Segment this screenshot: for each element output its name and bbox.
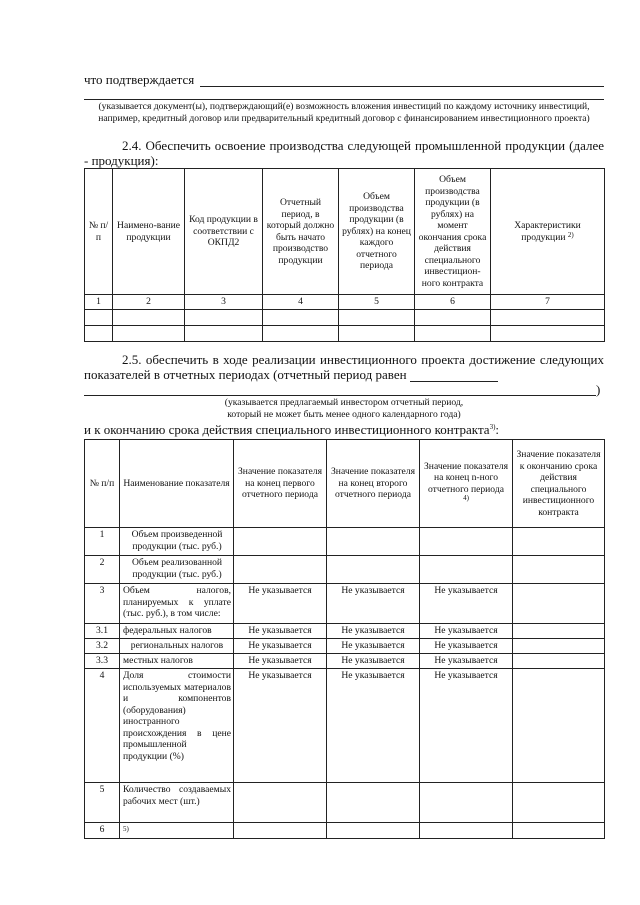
document-note: (указывается документ(ы), подтверждающий(е) возможность вложения инвестиций по каждому источнику инвестиций, например, кредитный договор или предварительный кредитный договор с финансированием инвестиционного проекта)	[98, 101, 590, 124]
value-cell	[513, 624, 605, 639]
section-2-5-body: 2.5. обеспечить в ходе реализации инвестиционного проекта достижение следующих показателей в отчетных периодах (отчетный период равен	[84, 352, 604, 382]
table-row	[85, 528, 605, 556]
header-okpd2-code: Код продукции в соответствии с ОКПД2	[185, 169, 263, 295]
indicator-name: региональных налогов	[120, 639, 234, 654]
value-cell: Не указывается	[327, 624, 420, 639]
header-characteristics-label: Характеристики продукции	[514, 220, 581, 243]
row-number: 5	[85, 783, 120, 823]
value-cell: Не указывается	[420, 654, 513, 669]
empty-cell	[113, 310, 185, 326]
table-row	[85, 823, 605, 839]
period-note-2: который не может быть менее одного календарного года)	[227, 409, 461, 420]
empty-cell	[185, 310, 263, 326]
empty-cell	[185, 326, 263, 342]
period-fill-line-2	[84, 395, 596, 396]
value-cell	[513, 823, 605, 839]
value-cell	[327, 528, 420, 556]
section-2-4-text: 2.4. Обеспечить освоение производства следующей промышленной продукции (далее - продукция):	[84, 138, 604, 168]
header-start-period: Отчетный период, в который должно быть начато производство продукции	[263, 169, 339, 295]
section-2-5-tail-text: и к окончанию срока действия специального инвестиционного контракта	[84, 422, 490, 437]
header-characteristics-sup: 2)	[567, 230, 574, 239]
header-volume-per-period: Объем производства продукции (в рублях) на конец каждого отчетного периода	[339, 169, 415, 295]
table-row	[85, 584, 605, 624]
header-contract-end: Значение показателя к окончанию срока действия специального инвестиционного контракта	[513, 440, 605, 528]
value-cell	[513, 556, 605, 584]
close-paren: )	[596, 382, 601, 397]
table-row	[85, 326, 605, 342]
header-second-period: Значение показателя на конец второго отчетного периода	[327, 440, 420, 528]
col-number: 1	[85, 295, 113, 310]
table-row	[85, 624, 605, 639]
indicator-name: Количество создаваемых рабочих мест (шт.)	[120, 783, 234, 823]
document-blank-line	[84, 99, 604, 100]
empty-cell	[491, 326, 605, 342]
empty-cell	[263, 310, 339, 326]
header-indicator-name: Наименование показателя	[120, 440, 234, 528]
indicator-name: Объем произведенной продукции (тыс. руб.)	[120, 528, 234, 556]
value-cell	[327, 556, 420, 584]
header-num: № п/п	[85, 440, 120, 528]
row-number: 3.3	[85, 654, 120, 669]
col-number: 2	[113, 295, 185, 310]
row-number: 3.2	[85, 639, 120, 654]
col-number: 6	[415, 295, 491, 310]
value-cell	[327, 823, 420, 839]
value-cell	[420, 556, 513, 584]
value-cell	[513, 639, 605, 654]
header-first-period: Значение показателя на конец первого отчетного периода	[234, 440, 327, 528]
col-number: 7	[491, 295, 605, 310]
value-cell: Не указывается	[234, 624, 327, 639]
table-row	[85, 639, 605, 654]
value-cell: Не указывается	[234, 639, 327, 654]
value-cell	[513, 669, 605, 783]
header-characteristics	[491, 169, 605, 295]
tail-colon: :	[495, 422, 500, 437]
indicator-name: Объем налогов, планируемых к уплате (тыс. руб.), в том числе:	[120, 584, 234, 624]
empty-cell	[85, 326, 113, 342]
confirmation-label: что подтверждается	[84, 72, 195, 87]
header-product-name: Наимено-вание продукции	[113, 169, 185, 295]
header-nth-period-sup: 4)	[463, 494, 469, 502]
value-cell	[513, 584, 605, 624]
period-note-1: (указывается предлагаемый инвестором отчетный период,	[224, 397, 464, 408]
value-cell	[513, 654, 605, 669]
empty-cell	[339, 310, 415, 326]
value-cell: Не указывается	[327, 584, 420, 624]
value-cell	[513, 783, 605, 823]
header-volume-contract-end: Объем производства продукции (в рублях) на момент окончания срока действия специального инвестицион-ного контракта	[415, 169, 491, 295]
section-2-5-text	[84, 352, 604, 382]
value-cell	[234, 528, 327, 556]
row-number: 3	[85, 584, 120, 624]
table-row	[85, 654, 605, 669]
value-cell: Не указывается	[420, 584, 513, 624]
empty-cell	[339, 326, 415, 342]
empty-cell	[263, 326, 339, 342]
section-2-5-tail	[84, 422, 604, 437]
indicator-name: Доля стоимости используемых материалов и компонентов (оборудования) иностранного происхождения в цене промышленной продукции (%)	[120, 669, 234, 783]
header-num: № п/п	[85, 169, 113, 295]
products-table	[84, 168, 605, 342]
value-cell: Не указывается	[234, 654, 327, 669]
indicators-table	[84, 439, 605, 839]
value-cell: Не указывается	[327, 654, 420, 669]
row-number: 6	[85, 823, 120, 839]
row-number: 2	[85, 556, 120, 584]
indicator-name-footnote: 5)	[120, 823, 234, 839]
empty-cell	[491, 310, 605, 326]
col-number: 3	[185, 295, 263, 310]
indicator-name: Объем реализованной продукции (тыс. руб.)	[120, 556, 234, 584]
row-number: 1	[85, 528, 120, 556]
indicators-table-header	[85, 440, 605, 528]
value-cell: Не указывается	[420, 624, 513, 639]
row-number: 3.1	[85, 624, 120, 639]
value-cell: Не указывается	[420, 669, 513, 783]
confirmation-line	[84, 72, 604, 88]
value-cell	[420, 528, 513, 556]
products-table-header	[85, 169, 605, 295]
indicator-name: местных налогов	[120, 654, 234, 669]
table-row	[85, 310, 605, 326]
value-cell	[513, 528, 605, 556]
row-number: 4	[85, 669, 120, 783]
col-number: 4	[263, 295, 339, 310]
value-cell: Не указывается	[327, 639, 420, 654]
empty-cell	[113, 326, 185, 342]
empty-cell	[415, 326, 491, 342]
value-cell: Не указывается	[234, 584, 327, 624]
table-row	[85, 669, 605, 783]
value-cell	[327, 783, 420, 823]
table-row	[85, 556, 605, 584]
tail-footnote-sup: 3)	[489, 423, 496, 431]
empty-cell	[415, 310, 491, 326]
value-cell	[420, 823, 513, 839]
header-nth-period-label: Значение показателя на конец n-ного отчетного периода	[424, 460, 508, 495]
value-cell: Не указывается	[234, 669, 327, 783]
indicator-name: федеральных налогов	[120, 624, 234, 639]
col-number: 5	[339, 295, 415, 310]
header-nth-period	[420, 440, 513, 528]
confirmation-fill-line	[200, 72, 604, 87]
value-cell: Не указывается	[420, 639, 513, 654]
empty-cell	[85, 310, 113, 326]
value-cell	[234, 556, 327, 584]
period-fill-line	[410, 369, 498, 382]
value-cell: Не указывается	[327, 669, 420, 783]
table-row	[85, 783, 605, 823]
value-cell	[420, 783, 513, 823]
value-cell	[234, 823, 327, 839]
value-cell	[234, 783, 327, 823]
products-table-numbering	[85, 295, 605, 310]
